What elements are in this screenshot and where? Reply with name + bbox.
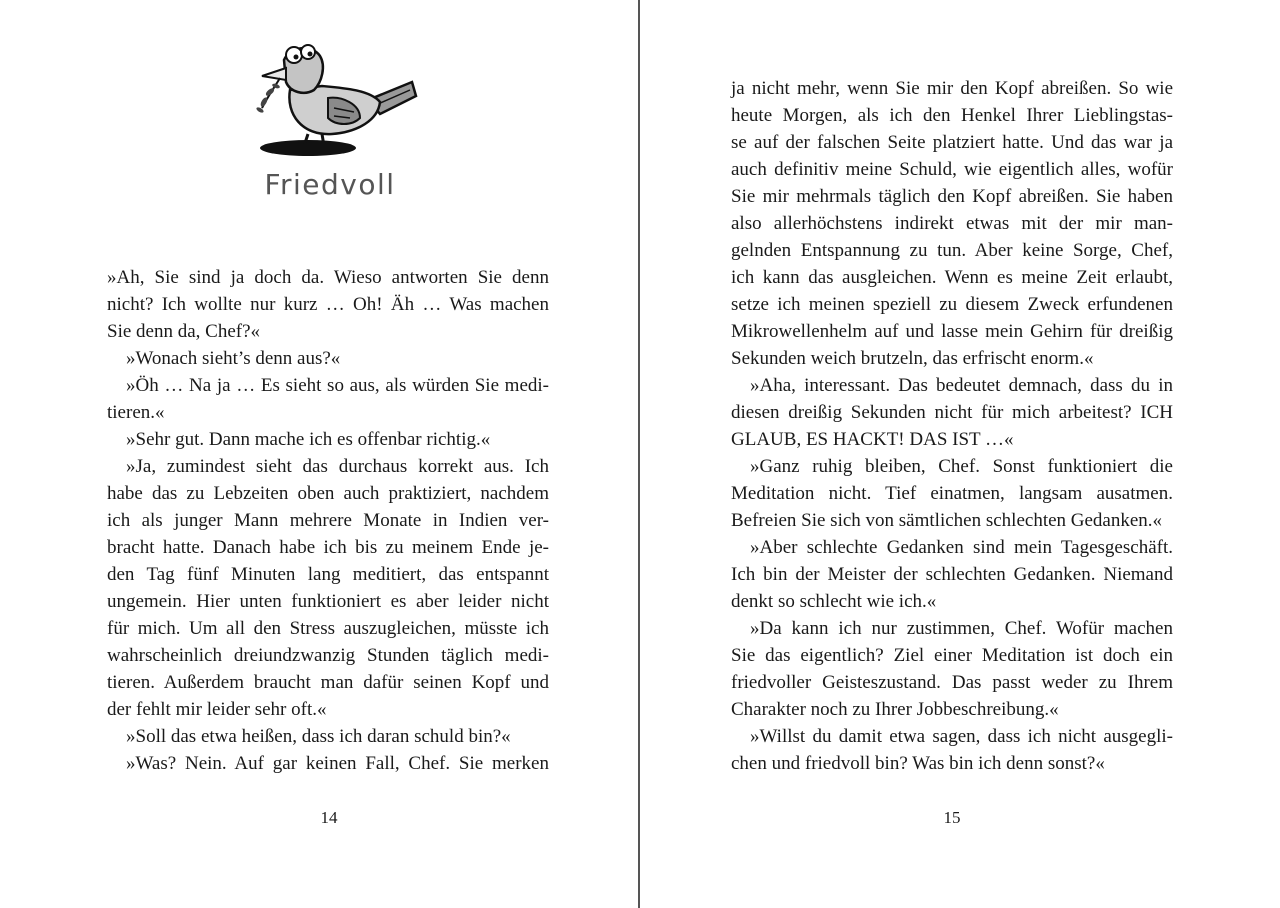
text-line: »Wonach sieht’s denn aus?« <box>126 348 341 369</box>
text-line: se auf der falschen Seite platziert hatte. Und das war ja <box>731 132 1173 153</box>
text-line: tieren.« <box>107 402 165 423</box>
text-line: »Öh … Na ja … Es sieht so aus, als würden Sie medi- <box>126 375 549 396</box>
text-line: ich kann das ausgleichen. Wenn es meine Zeit erlaubt, <box>731 267 1173 288</box>
right-page <box>641 0 1280 908</box>
text-line: Sekunden weich brutzeln, das erfrischt enorm.« <box>731 348 1094 369</box>
book-spine-divider <box>638 0 640 908</box>
text-line: Sie mir mehrmals täglich den Kopf abreißen. Sie haben <box>731 186 1173 207</box>
text-line: denkt so schlecht wie ich.« <box>731 591 937 612</box>
text-line: für mich. Um all den Stress auszugleichen, müsste ich <box>107 618 549 639</box>
text-line: ich als junger Mann mehrere Monate in Indien ver- <box>107 510 549 531</box>
dove-with-olive-branch-illustration <box>250 38 425 163</box>
text-line: diesen dreißig Sekunden nicht für mich arbeitest? ICH <box>731 402 1173 423</box>
text-line: friedvoller Geisteszustand. Das passt weder zu Ihrem <box>731 672 1173 693</box>
text-line: »Willst du damit etwa sagen, dass ich nicht ausgegli- <box>750 726 1173 747</box>
right-page-body-text <box>731 75 1173 777</box>
text-line: Befreien Sie sich von sämtlichen schlechten Gedanken.« <box>731 510 1163 531</box>
text-line: »Soll das etwa heißen, dass ich daran schuld bin?« <box>126 726 511 747</box>
text-line: »Aha, interessant. Das bedeutet demnach, dass du in <box>750 375 1173 396</box>
text-line: GLAUB, ES HACKT! DAS IST …« <box>731 429 1014 450</box>
text-line: »Was? Nein. Auf gar keinen Fall, Chef. Sie merken <box>126 753 549 774</box>
text-line: gelnden Entspannung zu tun. Aber keine Sorge, Chef, <box>731 240 1173 261</box>
text-line: auch definitiv meine Schuld, wie eigentlich alles, wofür <box>731 159 1173 180</box>
text-line: den Tag fünf Minuten lang meditiert, das entspannt <box>107 564 549 585</box>
text-line: ungemein. Hier unten funktioniert es aber leider nicht <box>107 591 549 612</box>
text-line: Sie das eigentlich? Ziel einer Meditation ist doch ein <box>731 645 1173 666</box>
page-number-left: 14 <box>320 808 338 827</box>
text-line: ja nicht mehr, wenn Sie mir den Kopf abreißen. So wie <box>731 78 1173 99</box>
text-line: Mikrowellenhelm auf und lasse mein Gehirn für dreißig <box>731 321 1173 342</box>
chapter-title: Friedvoll <box>264 168 396 201</box>
text-line: der fehlt mir leider sehr oft.« <box>107 699 327 720</box>
text-line: habe das zu Lebzeiten oben auch praktiziert, nachdem <box>107 483 549 504</box>
left-page-body-text <box>107 264 549 777</box>
text-line: »Aber schlechte Gedanken sind mein Tagesgeschäft. <box>750 537 1173 558</box>
text-line: also allerhöchstens indirekt etwas mit der mir man- <box>731 213 1173 234</box>
text-line: Meditation nicht. Tief einatmen, langsam ausatmen. <box>731 483 1173 504</box>
text-line: »Ah, Sie sind ja doch da. Wieso antworten Sie denn <box>107 267 549 288</box>
text-line: »Ganz ruhig bleiben, Chef. Sonst funktioniert die <box>750 456 1173 477</box>
left-page <box>0 0 639 908</box>
text-line: bracht hatte. Danach habe ich bis zu meinem Ende je- <box>107 537 549 558</box>
text-line: tieren. Außerdem braucht man dafür seinen Kopf und <box>107 672 549 693</box>
text-line: heute Morgen, als ich den Henkel Ihrer Lieblingstas- <box>731 105 1173 126</box>
text-line: wahrscheinlich dreiundzwanzig Stunden täglich medi- <box>107 645 549 666</box>
text-line: Charakter noch zu Ihrer Jobbeschreibung.« <box>731 699 1059 720</box>
text-line: »Sehr gut. Dann mache ich es offenbar richtig.« <box>126 429 491 450</box>
text-line: nicht? Ich wollte nur kurz … Oh! Äh … Was machen <box>107 294 549 315</box>
text-line: Ich bin der Meister der schlechten Gedanken. Niemand <box>731 564 1173 585</box>
text-line: Sie denn da, Chef?« <box>107 321 261 342</box>
text-line: »Da kann ich nur zustimmen, Chef. Wofür machen <box>750 618 1173 639</box>
text-line: chen und friedvoll bin? Was bin ich denn sonst?« <box>731 753 1105 774</box>
text-line: »Ja, zumindest sieht das durchaus korrekt aus. Ich <box>126 456 549 477</box>
text-line: setze ich meinen speziell zu diesem Zweck erfundenen <box>731 294 1173 315</box>
page-number-right: 15 <box>943 808 961 827</box>
